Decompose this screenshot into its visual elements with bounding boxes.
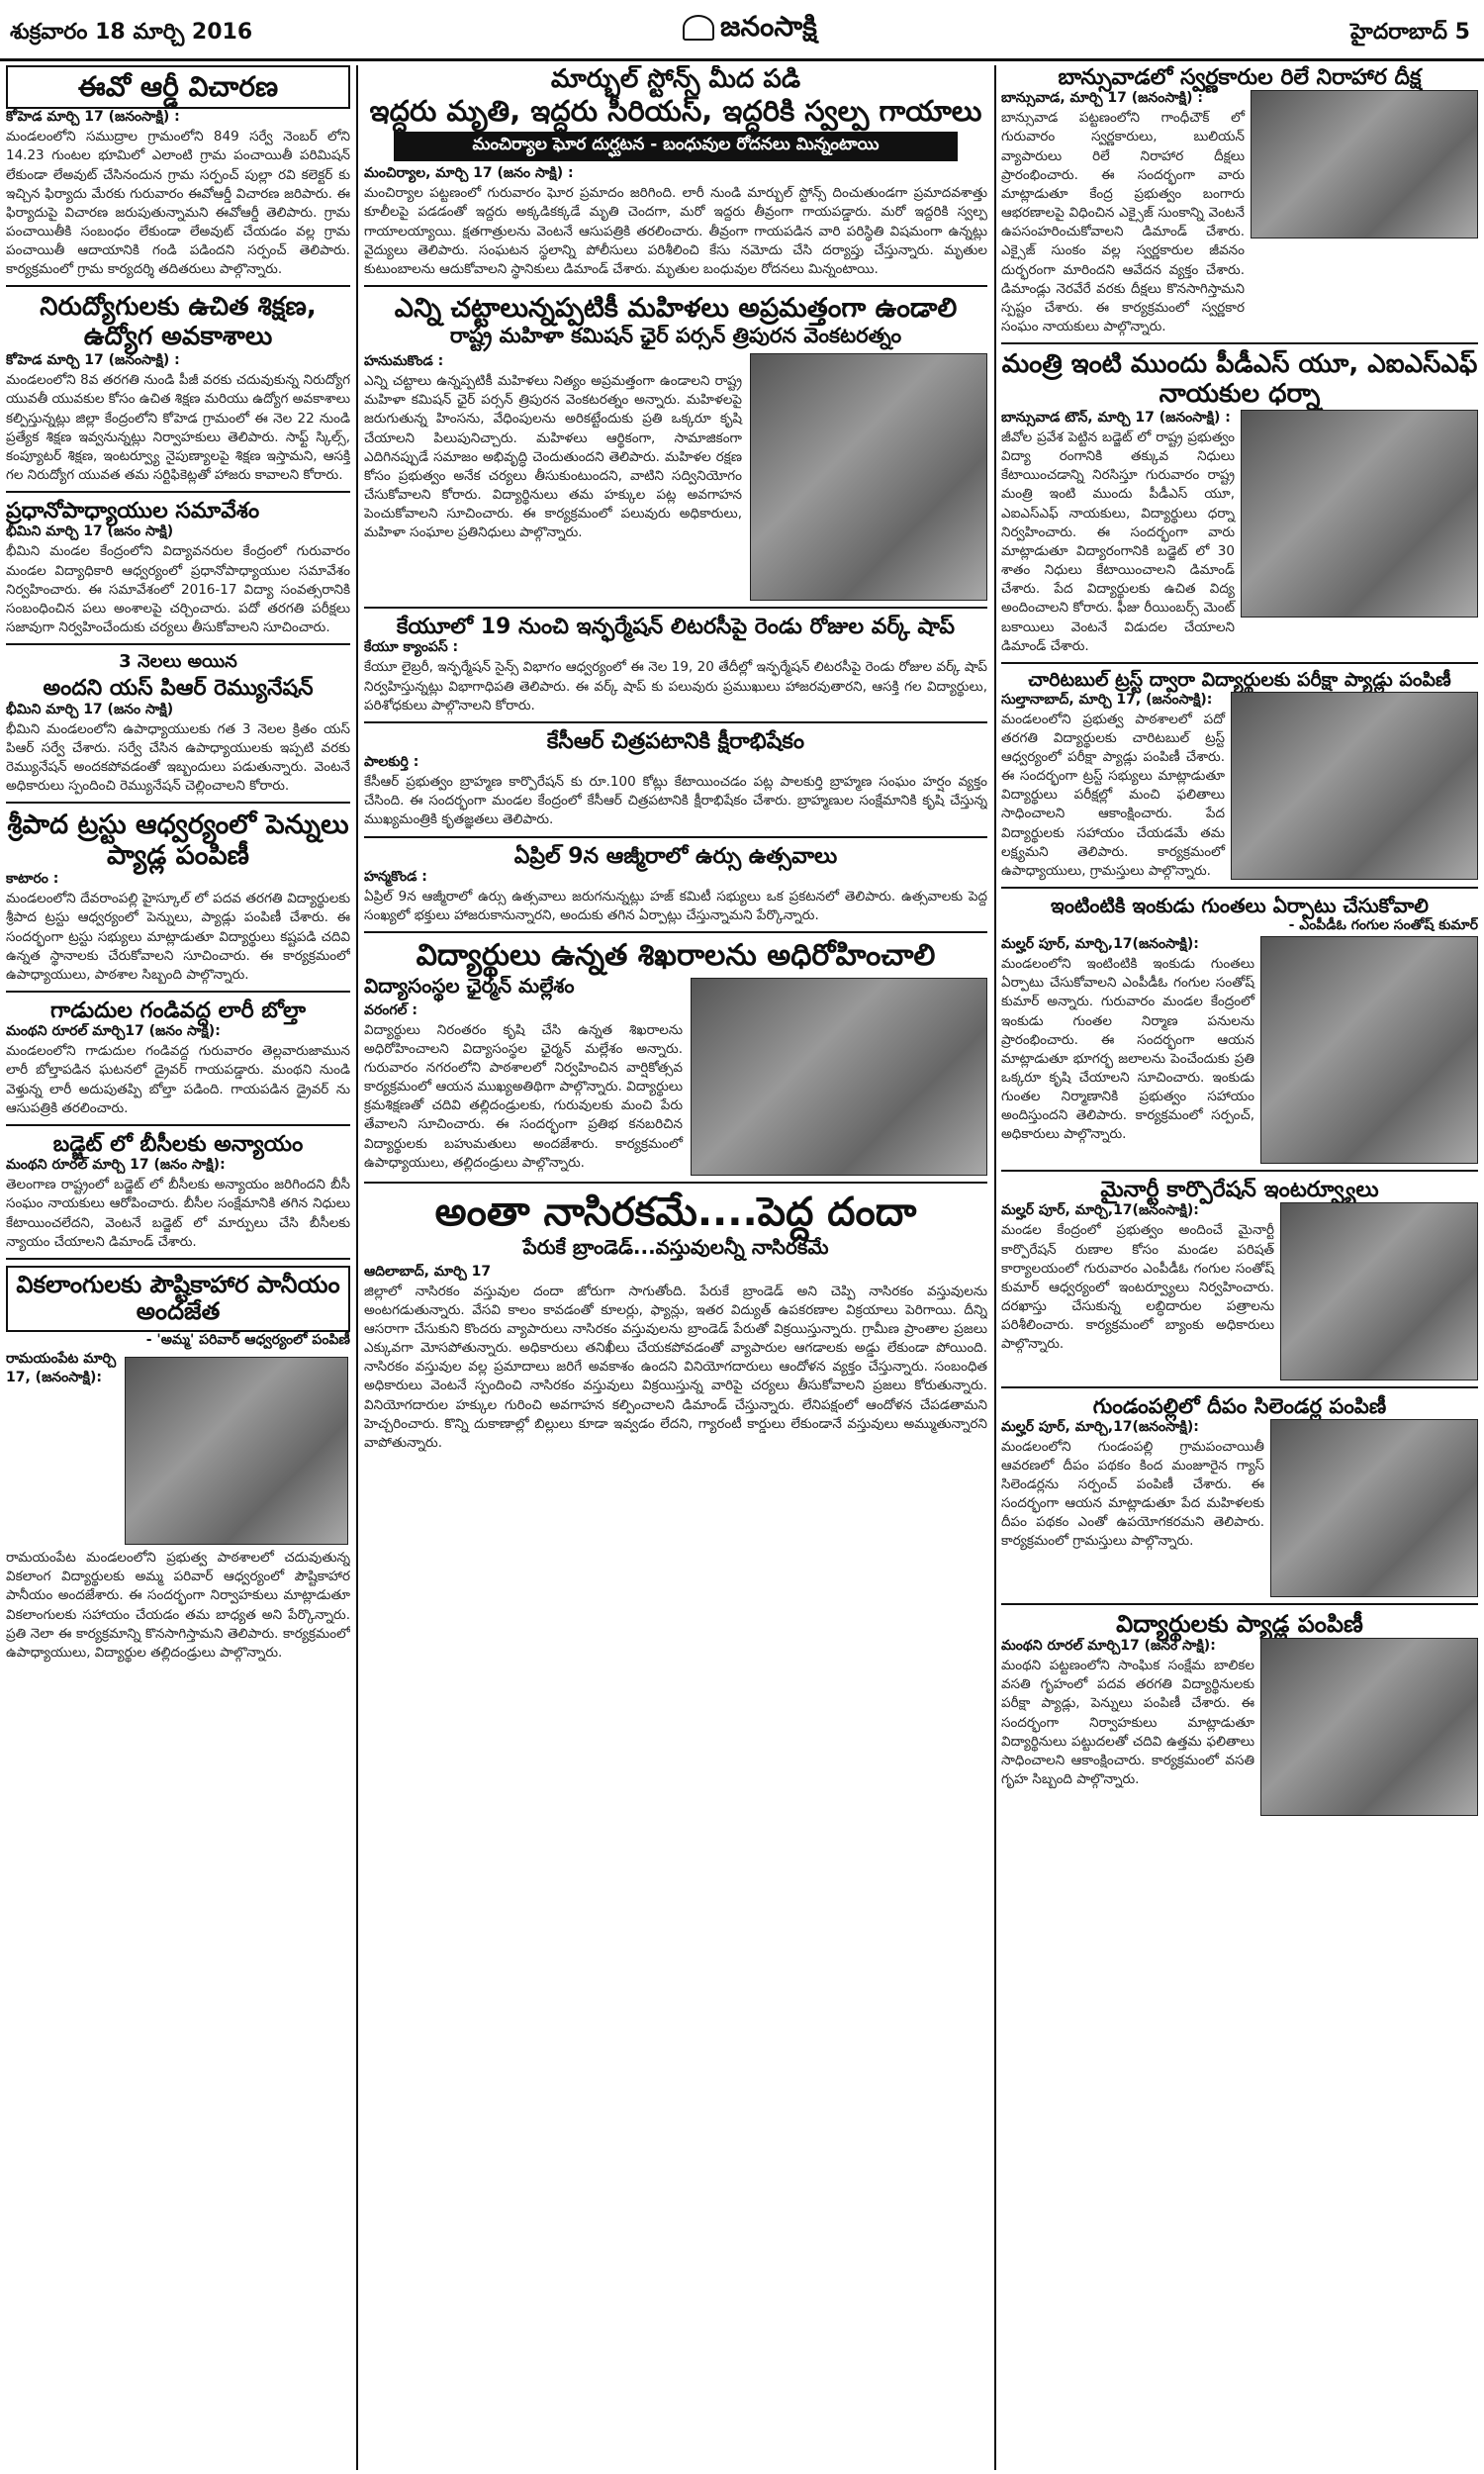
byline: హనుమకొండ : bbox=[364, 353, 444, 370]
masthead bbox=[683, 10, 817, 49]
article-body: మండలంలోని దేవరాంపల్లి హైస్కూల్ లో పదవ తరగతి విద్యార్థులకు శ్రీపాద ట్రస్టు ఆధ్వర్యంలో పెన్నులు, ప్యాడ్లు పంపిణీ చేశారు. ఈ సందర్భంగా ట్రస్టు సభ్యులు మాట్లాడుతూ విద్యార్థులు కష్టపడి చదివి ఉన్నత స్థానాలకు చేరుకోవాలని సూచించారు. ఈ కార్యక్రమంలో ఉపాధ్యాయులు, పాఠశాల సిబ్బంది పాల్గొన్నారు. bbox=[6, 891, 350, 983]
article-photo bbox=[1270, 1419, 1478, 1597]
article-headmasters-meeting bbox=[6, 499, 350, 637]
divider bbox=[1001, 1170, 1478, 1172]
byline: హన్మకొండ : bbox=[364, 868, 427, 885]
subheadline: పేరుకే బ్రాండెడ్...వస్తువులన్నీ నాసిరకమే bbox=[522, 1234, 829, 1259]
byline: మల్హర్ పూర్, మార్చి,17(జనంసాక్షి): bbox=[1001, 1202, 1199, 1219]
article-disabled-drink bbox=[6, 1266, 350, 1663]
middle-column bbox=[364, 65, 987, 2470]
article-body: బాన్సువాడ పట్టణంలోని గాంధీచౌక్ లో గురువారం స్వర్ణకారులు, బులియన్ వ్యాపారులు రిలే నిరాహార దీక్షలు ప్రారంభించారు. ఈ సందర్భంగా వారు మాట్లాడుతూ కేంద్ర ప్రభుత్వం బంగారు ఆభరణాలపై విధించిన ఎక్సైజ్ సుంకాన్ని వెంటనే ఉపసంహరించుకోవాలని డిమాండ్ చేశారు. ఎక్సైజ్ సుంకం వల్ల స్వర్ణకారుల జీవనం దుర్భరంగా మారిందని ఆవేదన వ్యక్తం చేశారు. డిమాండ్లు నెరవేరే వరకు దీక్షలు కొనసాగిస్తామని స్పష్టం చేశారు. ఈ కార్యక్రమంలో స్వర్ణకార సంఘం నాయకులు పాల్గొన్నారు. bbox=[1001, 110, 1245, 335]
page-number: హైదరాబాద్ 5 bbox=[1350, 20, 1470, 45]
issue-date: శుక్రవారం 18 మార్చి 2016 bbox=[10, 20, 253, 45]
kicker: 3 నెలలు అయిన bbox=[119, 651, 237, 673]
byline: వరంగల్ : bbox=[364, 1001, 417, 1018]
divider bbox=[6, 1258, 350, 1260]
article-photo bbox=[1260, 1638, 1478, 1816]
article-body: మండలంలోని 8వ తరగతి నుండి పీజీ వరకు చదువుకున్న నిరుద్యోగ యువతీ యువకుల కోసం ఉచిత శిక్షణ మరియు ఉద్యోగ అవకాశాలు కల్పిస్తున్నట్లు జిల్లా కేంద్రంలోని కోహెడ గ్రామంలో ఈ నెల 22 నుండి ప్రత్యేక శిక్షణ ఇవ్వనున్నట్లు నిర్వాహకులు తెలిపారు. సాఫ్ట్ స్కిల్స్, కంప్యూటర్ శిక్షణ, ఇంటర్వ్యూ నైపుణ్యాలపై శిక్షణ ఇస్తామని, ఆసక్తి గల నిరుద్యోగ యువత తమ సర్టిఫికెట్లతో హాజరు కావాలని కోరారు. bbox=[6, 372, 350, 483]
headline: అందని యస్ పిఆర్ రెమ్యునేషన్ bbox=[43, 676, 314, 702]
byline: మల్హర్ పూర్, మార్చి,17(జనంసాక్షి): bbox=[1001, 936, 1199, 953]
article-substandard-goods bbox=[364, 1189, 987, 1453]
article-students-heights bbox=[364, 939, 987, 1176]
divider bbox=[364, 721, 987, 723]
article-with-photo bbox=[1001, 410, 1478, 656]
masthead-title: జనంసాక్షి bbox=[720, 10, 817, 43]
article-charitable-trust-pads bbox=[1001, 670, 1478, 881]
article-body: మంథని పట్టణంలోని సాంఘిక సంక్షేమ బాలికల వసతి గృహంలో పదవ తరగతి విద్యార్థినులకు పరీక్షా ప్యాడ్లు, పెన్నులు పంపిణీ చేశారు. ఈ సందర్భంగా నిర్వాహకులు మాట్లాడుతూ విద్యార్థినులు పట్టుదలతో చదివి ఉత్తమ ఫలితాలు సాధించాలని ఆకాంక్షించారు. కార్యక్రమంలో వసతి గృహ సిబ్బంది పాల్గొన్నారు. bbox=[1001, 1658, 1254, 1788]
article-with-photo bbox=[1001, 1202, 1478, 1380]
right-column bbox=[1001, 65, 1478, 2470]
masthead-logo-icon bbox=[683, 15, 714, 41]
headline: అంతా నాసిరకమే....పెద్ద దందా bbox=[434, 1189, 917, 1235]
article-with-photo bbox=[364, 353, 987, 601]
article-photo bbox=[1241, 410, 1478, 618]
article-ku-workshop bbox=[364, 615, 987, 715]
byline: భీమిని మార్చి 17 (జనం సాక్షి) bbox=[6, 523, 174, 540]
headline: ప్రధానోపాధ్యాయుల సమావేశం bbox=[6, 499, 260, 524]
divider bbox=[6, 491, 350, 493]
article-women-alert bbox=[364, 293, 987, 601]
article-minority-interviews bbox=[1001, 1178, 1478, 1380]
article-photo bbox=[691, 978, 987, 1176]
divider bbox=[364, 285, 987, 287]
headline: ఇద్దరు మృతి, ఇద్దరు సీరియస్, ఇద్దరికి స్వల్ప గాయాలు bbox=[369, 93, 982, 128]
article-students-pads bbox=[1001, 1611, 1478, 1817]
article-text bbox=[1001, 936, 1254, 1164]
kicker: మార్బుల్ స్టోన్స్ మీద పడి bbox=[550, 65, 801, 94]
byline: మంథని రూరల్ మార్చి17 (జనం సాక్షి): bbox=[6, 1023, 221, 1040]
divider bbox=[6, 643, 350, 645]
byline: బాన్సువాడ టౌన్, మార్చి 17 (జనంసాక్షి) : bbox=[1001, 409, 1231, 426]
article-body: మండలంలోని సముద్రాల గ్రామంలోని 849 సర్వే నెంబర్ లోని 14.23 గుంటల భూమిలో ఎలాంటి గ్రామ పంచాయితీ పరిమిషన్ లేకుండా లేఅవుట్ చేసినందున గ్రామ సర్పంచ్ పుల్లా రవి కలెక్టర్ కు ఇచ్చిన ఫిర్యాదు మేరకు గురువారం ఈవోఆర్డీ విచారణ జరిపారు. ఈ ఫిర్యాదుపై విచారణ జరుపుతున్నామని ఈవోఆర్డీ తెలిపారు. గ్రామ పంచాయితీకి సంబంధం లేకుండా లేఅవుట్ చేయడం వల్ల గ్రామ పంచాయితీ ఆదాయానికి గండి పడిందని సర్పంచ్ తెలిపారు. కార్యక్రమంలో గ్రామ కార్యదర్శి తదితరులు పాల్గొన్నారు. bbox=[6, 129, 350, 278]
headline: చారిటబుల్ ట్రస్ట్ ద్వారా విద్యార్థులకు పరీక్షా ప్యాడ్లు పంపిణీ bbox=[1028, 668, 1451, 691]
byline: మంథని రూరల్ మార్చి17 (జనం సాక్షి): bbox=[1001, 1638, 1216, 1655]
divider bbox=[1001, 887, 1478, 889]
article-evo-rd bbox=[6, 65, 350, 279]
article-photo bbox=[1260, 936, 1478, 1164]
article-text bbox=[1001, 1419, 1264, 1597]
article-body: మంచిర్యాల పట్టణంలో గురువారం ఘోర ప్రమాదం జరిగింది. లారీ నుండి మార్బుల్ స్టోన్స్ దించుతుండగా ప్రమాదవశాత్తు కూలీలపై పడడంతో ఇద్దరు అక్కడికక్కడే మృతి చెందగా, మరో ఇద్దరు తీవ్రంగా గాయపడ్డారు. మరో ఇద్దరికి స్వల్ప గాయాలయ్యాయి. క్షతగాత్రులను వెంటనే ఆసుపత్రికి తరలించారు. తీవ్రంగా గాయపడిన వారి పరిస్థితి విషమంగా ఉన్నట్లు వైద్యులు తెలిపారు. సంఘటన స్థలాన్ని పోలీసులు పరిశీలించి కేసు నమోదు చేసి దర్యాప్తు చేస్తున్నారు. మృతుల కుటుంబాలను ఆదుకోవాలని స్థానికులు డిమాండ్ చేశారు. మృతుల బంధువుల రోదనలు మిన్నంటాయి. bbox=[364, 185, 987, 277]
article-text bbox=[1001, 1638, 1254, 1816]
subheadline: రాష్ట్ర మహిళా కమిషన్ ఛైర్ పర్సన్ త్రిపురన వెంకటరత్నం bbox=[449, 324, 902, 348]
headline: నిరుద్యోగులకు ఉచిత శిక్షణ, ఉద్యోగ అవకాశాలు bbox=[40, 292, 317, 352]
article-budget-bc bbox=[6, 1132, 350, 1252]
article-deepam-cylinders bbox=[1001, 1394, 1478, 1596]
headline: ఎన్ని చట్టాలున్నప్పటికీ మహిళలు అప్రమత్తంగా ఉండాలి bbox=[394, 293, 958, 325]
article-body: రామయంపేట మండలంలోని ప్రభుత్వ పాఠశాలలో చదువుతున్న వికలాంగ విద్యార్థులకు అమ్మ పరివార్ ఆధ్వర్యంలో పౌష్టికాహార పానీయం అందజేశారు. ఈ సందర్భంగా నిర్వాహకులు మాట్లాడుతూ వికలాంగులకు సహాయం చేయడం తమ బాధ్యత అని పేర్కొన్నారు. ప్రతి నెలా ఈ కార్యక్రమాన్ని కొనసాగిస్తామని తెలిపారు. కార్యక్రమంలో ఉపాధ్యాయులు, విద్యార్థుల తల్లిదండ్రులు పాల్గొన్నారు. bbox=[6, 1550, 350, 1661]
divider bbox=[6, 991, 350, 993]
article-photo bbox=[750, 353, 987, 601]
headline: శ్రీపాద ట్రస్టు ఆధ్వర్యంలో పెన్నులు ప్యాడ్ల పంపిణీ bbox=[7, 809, 349, 872]
headline: బాన్సువాడలో స్వర్ణకారుల రిలే నిరాహార దీక్ష bbox=[1058, 65, 1422, 90]
article-body: ఏప్రిల్ 9న ఆజ్మీరాలో ఉర్సు ఉత్సవాలు జరుగనున్నట్లు హజ్ కమిటీ సభ్యులు ఒక ప్రకటనలో తెలిపారు. ఉత్సవాలకు పెద్ద సంఖ్యలో భక్తులు హాజరుకానున్నారని, అందుకు తగిన ఏర్పాట్లు చేస్తున్నామని పేర్కొన్నారు. bbox=[364, 888, 987, 924]
page-header bbox=[0, 0, 1484, 61]
article-spr-remuneration bbox=[6, 651, 350, 796]
byline: భీమిని మార్చి 17 (జనం సాక్షి) bbox=[6, 701, 174, 717]
article-body: జీవోల ప్రవేశ పెట్టిన బడ్జెట్ లో రాష్ట్ర ప్రభుత్వం విద్యా రంగానికి తక్కువ నిధులు కేటాయించడాన్ని నిరసిస్తూ గురువారం రాష్ట్ర మంత్రి ఇంటి ముందు పీడీఎస్ యూ, ఎఐఎస్ఎఫ్ నాయకులు, విద్యార్థులు ధర్నా నిర్వహించారు. ఈ సందర్భంగా వారు మాట్లాడుతూ విద్యారంగానికి బడ్జెట్ లో 30 శాతం నిధులు కేటాయించాలని డిమాండ్ చేశారు. పేద విద్యార్థులకు ఉచిత విద్య అందించాలని కోరారు. ఫీజు రీయింబర్స్ మెంట్ బకాయిలు వెంటనే విడుదల చేయాలని డిమాండ్ చేశారు. bbox=[1001, 428, 1235, 654]
article-goldsmith-strike bbox=[1001, 65, 1478, 336]
article-body: మండల కేంద్రంలో ప్రభుత్వం అందించే మైనార్టీ కార్పొరేషన్ రుణాల కోసం మండల పరిషత్ కార్యాలయంలో గురువారం ఎంపీడీఓ గంగుల సంతోష్ కుమార్ ఆధ్వర్యంలో ఇంటర్వ్యూలు నిర్వహించారు. దరఖాస్తు చేసుకున్న లబ్ధిదారుల పత్రాలను పరిశీలించారు. కార్యక్రమంలో బ్యాంకు అధికారులు పాల్గొన్నారు. bbox=[1001, 1222, 1274, 1353]
headline: గాడుదుల గండివద్ద లారీ బోల్తా bbox=[49, 999, 306, 1024]
headline: వికలాంగులకు పౌష్టికాహార పానీయం అందజేత bbox=[6, 1266, 350, 1332]
divider bbox=[6, 285, 350, 287]
divider bbox=[364, 1182, 987, 1184]
byline: కేయూ క్యాంపస్ : bbox=[364, 639, 459, 656]
credit-line: - 'అమ్మ' పరివార్ ఆధ్వర్యంలో పంపిణీ bbox=[145, 1332, 350, 1349]
divider bbox=[364, 607, 987, 609]
article-body: మండలంలోని గుండంపల్లి గ్రామపంచాయితీ ఆవరణలో దీపం పథకం కింద మంజూరైన గ్యాస్ సిలెండర్లను సర్పంచ్ పంపిణీ చేశారు. ఈ సందర్భంగా ఆయన మాట్లాడుతూ పేద మహిళలకు దీపం పథకం ఎంతో ఉపయోగకరమని తెలిపారు. కార్యక్రమంలో గ్రామస్తులు పాల్గొన్నారు. bbox=[1001, 1438, 1264, 1550]
article-text bbox=[364, 353, 742, 601]
subheadline: విద్యాసంస్థల ఛైర్మన్ మల్లేశం bbox=[364, 973, 575, 998]
article-body: జిల్లాలో నాసిరకం వస్తువుల దందా జోరుగా సాగుతోంది. పేరుకే బ్రాండెడ్ అని చెప్పి నాసిరకం వస్తువులను అంటగడుతున్నారు. వేసవి కాలం కావడంతో కూలర్లు, ఫ్యాన్లు, ఇతర విద్యుత్ ఉపకరణాల విక్రయాలు పెరిగాయి. దీన్ని ఆసరాగా చేసుకుని కొందరు వ్యాపారులు నాసిరకం వస్తువులను బ్రాండెడ్ పేరుతో విక్రయిస్తున్నారు. గ్రామీణ ప్రాంతాల ప్రజలు ఎక్కువగా మోసపోతున్నారు. అధికారులు తనిఖీలు చేయకపోవడంతో వ్యాపారుల ఆగడాలకు అడ్డు లేకుండా పోయింది. నాసిరకం వస్తువుల వల్ల ప్రమాదాలు జరిగే అవకాశం ఉందని వినియోగదారులు ఆందోళన వ్యక్తం చేస్తున్నారు. సంబంధిత అధికారులు వెంటనే స్పందించి నాసిరకం వస్తువులు విక్రయిస్తున్న వారిపై చర్యలు తీసుకోవాలని ప్రజలు కోరుతున్నారు. వినియోగదారుల హక్కుల గురించి అవగాహన కల్పించాలని డిమాండ్ చేస్తున్నారు. లేనిపక్షంలో ఆందోళన చేపడతామని హెచ్చరించారు. కొన్ని దుకాణాల్లో బిల్లులు కూడా ఇవ్వడం లేదని, గ్యారంటీ కార్డులు లేకుండానే వస్తువులు అమ్ముతున్నారని వాపోతున్నారు. bbox=[364, 1283, 987, 1451]
article-body: మండలంలోని ఇంటింటికి ఇంకుడు గుంతలు ఏర్పాటు చేసుకోవాలని ఎంపీడీఓ గంగుల సంతోష్ కుమార్ అన్నారు. గురువారం మండల కేంద్రంలో ఇంకుడు గుంతల నిర్మాణ పనులను ప్రారంభించారు. ఈ సందర్భంగా ఆయన మాట్లాడుతూ భూగర్భ జలాలను పెంచేందుకు ప్రతి ఒక్కరూ కృషి చేయాలని సూచించారు. ఇంకుడు గుంతల నిర్మాణానికి ప్రభుత్వం సహాయం అందిస్తుందని తెలిపారు. కార్యక్రమంలో సర్పంచ్, అధికారులు పాల్గొన్నారు. bbox=[1001, 956, 1254, 1143]
column-divider bbox=[994, 65, 996, 2470]
article-with-photo bbox=[1001, 936, 1478, 1164]
headline: గుండంపల్లిలో దీపం సిలెండర్ల పంపిణీ bbox=[1092, 1394, 1387, 1419]
article-photo bbox=[125, 1357, 348, 1545]
column-divider bbox=[356, 65, 358, 2470]
divider bbox=[1001, 662, 1478, 664]
headline: ఈవో ఆర్డీ విచారణ bbox=[6, 65, 350, 109]
article-text bbox=[1001, 692, 1225, 881]
article-photo bbox=[1231, 692, 1478, 880]
left-column bbox=[6, 65, 350, 2470]
byline: మంథని రూరల్ మార్చి 17 (జనం సాక్షి): bbox=[6, 1157, 226, 1174]
divider bbox=[1001, 342, 1478, 344]
article-kcr-abhishekam bbox=[364, 729, 987, 830]
divider bbox=[364, 931, 987, 933]
byline: పాలకుర్తి : bbox=[364, 754, 419, 771]
article-marble-accident bbox=[364, 65, 987, 279]
headline-banner: మంచిర్యాల ఘోర దుర్ఘటన - బంధువుల రోదనలు మిన్నంటాయి bbox=[394, 132, 958, 161]
credit-line: - ఎంపీడీఓ గంగుల సంతోష్ కుమార్ bbox=[1288, 917, 1478, 934]
article-body: భీమిని మండల కేంద్రంలోని విద్యావనరుల కేంద్రంలో గురువారం మండల విద్యాధికారి ఆధ్వర్యంలో ప్రధానోపాధ్యాయుల సమావేశం నిర్వహించారు. ఈ సమావేశంలో 2016-17 విద్యా సంవత్సరానికి సంబంధించిన పలు అంశాలపై చర్చించారు. పదో తరగతి పరీక్షలు సజావుగా నిర్వహించేందుకు చర్యలు తీసుకోవాలని సూచించారు. bbox=[6, 543, 350, 636]
headline: బడ్జెట్ లో బీసీలకు అన్యాయం bbox=[52, 1131, 304, 1157]
article-with-photo bbox=[1001, 692, 1478, 881]
byline: కాటారం : bbox=[6, 871, 59, 888]
article-text bbox=[1001, 1202, 1274, 1380]
article-body: కేయూ లైబ్రరీ, ఇన్ఫర్మేషన్ సైన్స్ విభాగం ఆధ్వర్యంలో ఈ నెల 19, 20 తేదీల్లో ఇన్ఫర్మేషన్ లిటరసీపై రెండు రోజుల వర్క్ షాప్ నిర్వహిస్తున్నట్లు విభాగాధిపతి తెలిపారు. ఈ వర్క్ షాప్ కు పలువురు ప్రముఖులు హాజరవుతారని, ఆసక్తి గల విద్యార్థులు, పరిశోధకులు పాల్గొనాలని కోరారు. bbox=[364, 659, 987, 714]
byline: మల్హర్ పూర్, మార్చి,17(జనంసాక్షి): bbox=[1001, 1418, 1199, 1435]
article-body: విద్యార్థులు నిరంతరం కృషి చేసి ఉన్నత శిఖరాలను అధిరోహించాలని విద్యాసంస్థల ఛైర్మన్ మల్లేశం అన్నారు. గురువారం నగరంలోని పాఠశాలలో నిర్వహించిన వార్షికోత్సవ కార్యక్రమంలో ఆయన ముఖ్యఅతిథిగా పాల్గొన్నారు. విద్యార్థులు క్రమశిక్షణతో చదివి తల్లిదండ్రులకు, గురువులకు మంచి పేరు తేవాలని సూచించారు. ఈ సందర్భంగా ప్రతిభ కనబరిచిన విద్యార్థులకు బహుమతులు అందజేశారు. కార్యక్రమంలో ఉపాధ్యాయులు, తల్లిదండ్రులు పాల్గొన్నారు. bbox=[364, 1021, 683, 1171]
article-body: ఎన్ని చట్టాలు ఉన్నప్పటికీ మహిళలు నిత్యం అప్రమత్తంగా ఉండాలని రాష్ట్ర మహిళా కమిషన్ ఛైర్ పర్సన్ త్రిపురన వెంకటరత్నం అన్నారు. మహిళలపై జరుగుతున్న హింసను, వేధింపులను అరికట్టేందుకు ప్రతి ఒక్కరూ కృషి చేయాలని పిలుపునిచ్చారు. మహిళలు ఆర్థికంగా, సామాజికంగా ఎదిగినప్పుడే సమాజం అభివృద్ధి చెందుతుందని తెలిపారు. మహిళల రక్షణ కోసం ప్రభుత్వం అనేక చర్యలు తీసుకుంటుందని, వాటిని సద్వినియోగం చేసుకోవాలని కోరారు. విద్యార్థినులు తమ హక్కుల పట్ల అవగాహన పెంచుకోవాలని సూచించారు. ఈ కార్యక్రమంలో పలువురు అధికారులు, మహిళా సంఘాల ప్రతినిధులు పాల్గొన్నారు. bbox=[364, 373, 742, 541]
article-with-photo bbox=[364, 974, 987, 1176]
headline: విద్యార్థులు ఉన్నత శిఖరాలను అధిరోహించాలి bbox=[416, 938, 936, 974]
headline: విద్యార్థులకు ప్యాడ్ల పంపిణీ bbox=[1116, 1609, 1363, 1638]
headline: మైనార్టీ కార్పొరేషన్ ఇంటర్వ్యూలు bbox=[1100, 1178, 1379, 1203]
article-with-photo bbox=[1001, 90, 1478, 336]
divider bbox=[364, 836, 987, 838]
headline: ఇంటింటికి ఇంకుడు గుంతలు ఏర్పాటు చేసుకోవాలి bbox=[1051, 894, 1429, 918]
byline: కోహెడ మార్చి 17 (జనంసాక్షి) : bbox=[6, 109, 180, 126]
headline: కేసీఆర్ చిత్రపటానికి క్షీరాభిషేకం bbox=[546, 728, 805, 754]
article-lorry-accident bbox=[6, 999, 350, 1118]
byline: మంచిర్యాల, మార్చి 17 (జనం సాక్షి) : bbox=[364, 165, 574, 182]
article-body: భీమిని మండలంలోని ఉపాధ్యాయులకు గత 3 నెలల క్రితం యస్ పిఆర్ సర్వే చేశారు. సర్వే చేసిన ఉపాధ్యాయులకు ఇప్పటి వరకు రెమ్యునేషన్ అందకపోవడంతో ఇబ్బందులు పడుతున్నారు. వెంటనే అధికారులు స్పందించి రెమ్యునేషన్ చెల్లించాలని కోరారు. bbox=[6, 720, 350, 794]
article-body: తెలంగాణ రాష్ట్రంలో బడ్జెట్ లో బీసీలకు అన్యాయం జరిగిందని బీసీ సంఘం నాయకులు ఆరోపించారు. బీసీల సంక్షేమానికి తగిన నిధులు కేటాయించలేదని, వెంటనే బడ్జెట్ లో మార్పులు చేసి బీసీలకు న్యాయం చేయాలని డిమాండ్ చేశారు. bbox=[6, 1177, 350, 1250]
article-photo bbox=[1280, 1202, 1478, 1380]
divider bbox=[1001, 1603, 1478, 1605]
divider bbox=[1001, 1386, 1478, 1388]
article-text bbox=[364, 974, 683, 1176]
article-urs-festival bbox=[364, 844, 987, 926]
byline: రామయంపేట మార్చి 17, (జనంసాక్షి): bbox=[6, 1351, 117, 1386]
article-with-photo bbox=[1001, 1638, 1478, 1816]
headline: కేయూలో 19 నుంచి ఇన్ఫర్మేషన్ లిటరసీపై రెండు రోజుల వర్క్ షాప్ bbox=[396, 615, 956, 640]
article-soak-pits bbox=[1001, 895, 1478, 1164]
article-photo bbox=[1251, 90, 1478, 238]
byline: బాన్సువాడ, మార్చి 17 (జనంసాక్షి) : bbox=[1001, 90, 1203, 107]
byline: సుల్తానాబాద్, మార్చి 17, (జనంసాక్షి): bbox=[1001, 691, 1213, 708]
divider bbox=[6, 1124, 350, 1126]
article-body: కేసీఆర్ ప్రభుత్వం బ్రాహ్మణ కార్పొరేషన్ కు రూ.100 కోట్లు కేటాయించడం పట్ల పాలకుర్తి బ్రాహ్మణ సంఘం హర్షం వ్యక్తం చేసింది. ఈ సందర్భంగా మండల కేంద్రంలో కేసీఆర్ చిత్రపటానికి క్షీరాభిషేకం చేశారు. బ్రాహ్మణుల సంక్షేమానికి కృషి చేస్తున్న ముఖ్యమంత్రికి కృతజ్ఞతలు తెలిపారు. bbox=[364, 774, 987, 828]
article-pdsu-dharna bbox=[1001, 350, 1478, 656]
article-with-photo bbox=[6, 1351, 350, 1549]
article-text bbox=[1001, 410, 1235, 656]
divider bbox=[6, 802, 350, 804]
byline: ఆదిలాబాద్, మార్చి 17 bbox=[364, 1263, 492, 1280]
article-text bbox=[1001, 90, 1245, 336]
article-body: మండలంలోని గాడుదుల గండివద్ద గురువారం తెల్లవారుజామున లారీ బోల్తాపడిన ఘటనలో డ్రైవర్ గాయపడ్డారు. మంథని నుండి వెళ్తున్న లారీ అదుపుతప్పి బోల్తా పడింది. గాయపడిన డ్రైవర్ ను ఆసుపత్రికి తరలించారు. bbox=[6, 1043, 350, 1116]
article-sripada-trust bbox=[6, 809, 350, 985]
byline: కోహెడ మార్చి 17 (జనంసాక్షి) : bbox=[6, 352, 180, 369]
article-unemployed-training bbox=[6, 293, 350, 485]
article-body: మండలంలోని ప్రభుత్వ పాఠశాలలో పదో తరగతి విద్యార్థులకు చారిటబుల్ ట్రస్ట్ ఆధ్వర్యంలో పరీక్షా ప్యాడ్లు పంపిణీ చేశారు. ఈ సందర్భంగా ట్రస్ట్ సభ్యులు మాట్లాడుతూ విద్యార్థులు పరీక్షల్లో మంచి ఫలితాలు సాధించాలని ఆకాంక్షించారు. పేద విద్యార్థులకు సహాయం చేయడమే తమ లక్ష్యమని తెలిపారు. కార్యక్రమంలో ఉపాధ్యాయులు, గ్రామస్తులు పాల్గొన్నారు. bbox=[1001, 711, 1225, 879]
article-with-photo bbox=[1001, 1419, 1478, 1597]
headline: ఏప్రిల్ 9న ఆజ్మీరాలో ఉర్సు ఉత్సవాలు bbox=[513, 843, 838, 869]
headline: మంత్రి ఇంటి ముందు పీడీఎస్ యూ, ఎఐఎస్ఎఫ్ నాయకుల ధర్నా bbox=[1001, 349, 1478, 410]
